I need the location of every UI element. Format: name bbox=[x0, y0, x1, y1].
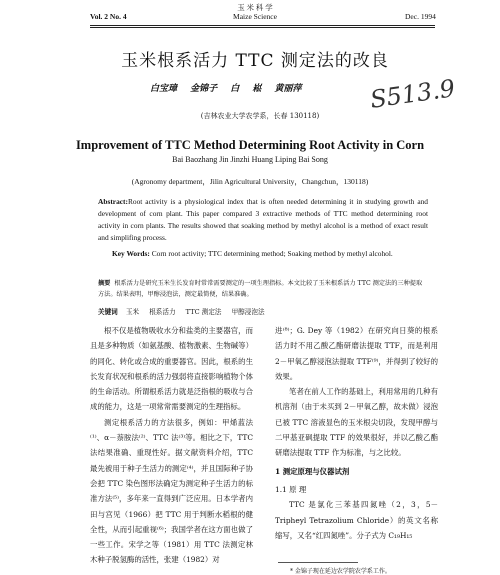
header-rule bbox=[90, 25, 435, 26]
journal-name-en: Maize Science bbox=[233, 12, 277, 21]
section-heading: 1 测定原理与仪器试剂 bbox=[275, 466, 350, 476]
keywords-cn bbox=[98, 306, 273, 316]
keyword-cn-item: 根系活力 bbox=[149, 308, 176, 316]
body-right-column bbox=[275, 323, 438, 543]
footnote: * 金锦子现在延边农学院农学系工作。 bbox=[290, 568, 391, 575]
keywords-text: Corn root activity; TTC determining method; Soaking method by methyl alcohol. bbox=[151, 249, 393, 258]
summary-text: 根系活力是研究玉米生长发育时常常需要测定的一项生理指标。本文比较了玉米根系活力 TTC 测定法的三种提取方法。结果表明，甲醇浸泡法，测定最简便，结果准确。 bbox=[98, 280, 423, 298]
affiliation-cn: (吉林农业大学农学系，长春 130118) bbox=[200, 112, 320, 120]
summary-label: 摘要 bbox=[98, 280, 111, 287]
body-paragraph: 笔者在前人工作的基础上，利用常用的几种有机溶剂（由于未买到 2－甲氧乙醇，故未做）浸泡已被 TTC 溶液显色的玉米根尖切段，发现甲醇与二甲基亚砜提取 TTF 的效果很好，并以乙酸乙酯研磨法提取 TTF 作为标准，与之比较。 bbox=[275, 387, 438, 458]
body-paragraph: 测定根系活力的方法很多，例如：甲烯蓝法⁽¹⁾、α－萘胺法⁽²⁾、TTC 法⁽³⁾等。相比之下，TTC 法结果准确、重现性好。据文献资料介绍，TTC 最先被用于种子生活力的测定⁽⁴⁾，并且国际种子协会把 TTC 染色图形法确定为测定种子生活力的标准方法⁽⁵⁾，多年来一直得到广泛应用。日本学者内田与宫见（1966）把 TTC 用于判断水稻根的健全性，从而引起重视⁽⁶⁾；我国学者在这方面也做了一些工作。宋学之等（1981）用 TTC 法测定林木种子脱氢酶的活性，张建（1982）对 bbox=[90, 417, 253, 565]
journal-header bbox=[210, 3, 300, 21]
abstract-en bbox=[98, 196, 428, 244]
body-paragraph: 进⁽⁸⁾；G. Dey 等（1982）在研究向日葵的根系活力时不用乙酸乙酯研磨法提取 TTF，而是利用 2－甲氧乙醇浸泡法提取 TTF⁽⁹⁾，并得到了较好的效果。 bbox=[275, 326, 438, 381]
subsection-heading: 1.1 原 理 bbox=[275, 484, 307, 494]
body-left-column bbox=[90, 323, 253, 568]
title-en: Improvement of TTC Method Determining Root Activity in Corn bbox=[75, 138, 425, 152]
summary-cn bbox=[98, 278, 428, 300]
journal-name-cn: 玉 米 科 学 bbox=[237, 3, 273, 12]
keyword-cn-item: 玉米 bbox=[125, 308, 140, 316]
affiliation-en: (Agronomy department，Jilin Agricultural University，Changchun，130118) bbox=[131, 177, 369, 186]
keyword-cn-item: TTC 测定法 bbox=[185, 308, 222, 316]
keywords-cn-label: 关键词 bbox=[98, 308, 118, 316]
abstract-label: Abstract: bbox=[98, 197, 128, 206]
header-rule-2 bbox=[90, 27, 435, 28]
keywords-label: Key Words: bbox=[112, 249, 150, 258]
issue-date: Dec. 1994 bbox=[405, 12, 436, 21]
body-paragraph: TTC 是氯化三苯基四氮唑（2，3，5－Tripheyl Tetrazolium Chloride）的英文名称缩写，又名“红四氮唑”。分子式为 C₁₉H₁₅ bbox=[275, 500, 438, 540]
abstract-text: Root activity is a physiological index that is often needed determining it in studying growth and development of corn plant. This paper compared 3 extractive methods of TTC method determining root activity in corn plants. The results showed that soaking method by methyl alcohol is a method of exact result and simplifing process. bbox=[98, 197, 428, 242]
keyword-cn-item: 甲醇浸泡法 bbox=[231, 308, 265, 316]
body-paragraph: 根不仅是植物吸收水分和盐类的主要器官，而且是多种物质（如氨基酸、植物激素、生物碱等）的同化、转化或合成的重要器官。因此，根系的生长发育状况和根系的活力强弱将直接影响植物个体的生命活动。所谓根系活力就是泛指根的吸收与合成的能力，这是一项常常需要测定的生理指标。 bbox=[90, 326, 253, 412]
authors-en: Bai Baozhang Jin Jinzhi Huang Liping Bai Song bbox=[172, 155, 328, 164]
authors-cn: 白宝璋 金锦子 白 崧 黄丽萍 bbox=[150, 84, 302, 94]
footnote-rule bbox=[278, 562, 358, 563]
title-cn: 玉米根系活力 TTC 测定法的改良 bbox=[121, 51, 389, 71]
handwritten-call-number: S513.9 bbox=[368, 74, 457, 114]
volume-number: Vol. 2 No. 4 bbox=[90, 12, 127, 21]
keywords-en bbox=[98, 248, 428, 260]
